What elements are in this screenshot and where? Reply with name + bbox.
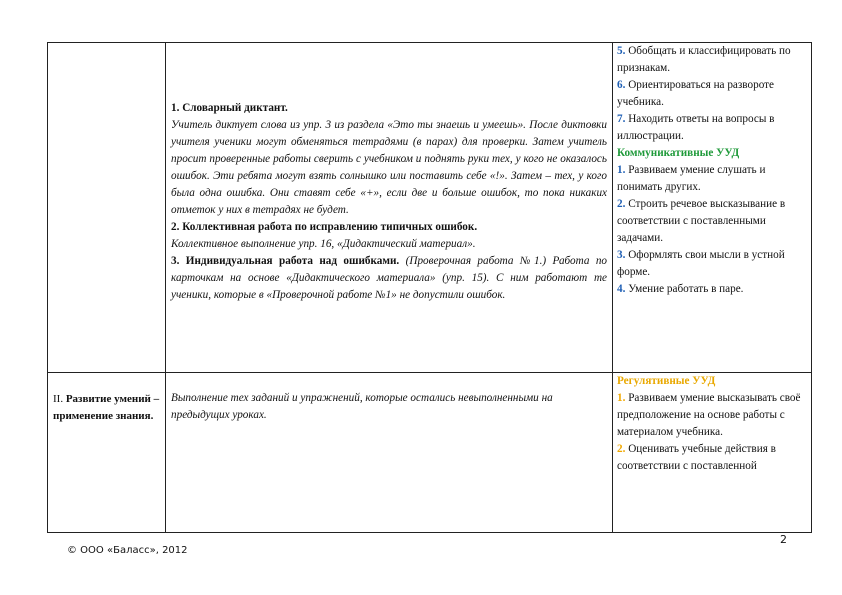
lesson-plan-table: [47, 42, 812, 533]
stage-title: Развитие умений – применение знания.: [53, 393, 160, 422]
activity-title-individual: 3. Индивидуальная работа над ошибками.: [171, 255, 400, 267]
skill-item: 2. Строить речевое высказывание в соответствии с поставленными задачами.: [617, 198, 786, 244]
skill-item: 1. Развиваем умение высказывать своё предположение на основе работы с материалом учебника.: [617, 392, 801, 438]
page-number: 2: [780, 533, 787, 546]
activity-text-individual: (Проверочная работа №1.) Работа по карточкам на основе «Дидактического материала» (упр. 15). С ним работают те ученики, которые в «Проверочной работе №1» не допустили ошибок.: [171, 255, 608, 301]
activity-cell: [166, 373, 613, 533]
activity-title-dictation: 1. Словарный диктант.: [171, 102, 288, 114]
activity-text-dictation: Учитель диктует слова из упр. 3 из раздела «Это ты знаешь и умеешь». После диктовки учителя ученики могут обменяться тетрадями (в парах) для проверки. Затем учитель просит проверенные работы сверить с учебником и поднять руки тех, у кого не оказалось ошибок. Эти ребята могут взять солнышко или поставить себе «!». Затем – тех, у кого была одна ошибка. Они ставят себе «+», если две и больше ошибок, то пока никаких отметок у них в тетрадях не будет.: [171, 119, 607, 216]
regulative-heading: Регулятивные УУД: [617, 375, 716, 387]
table-row: [48, 373, 812, 533]
activity-cell: [166, 43, 613, 373]
skill-item: 2. Оценивать учебные действия в соответствии с поставленной: [617, 443, 776, 472]
stage-cell: [48, 373, 166, 533]
skills-cell: [613, 43, 812, 373]
activity-title-collective: 2. Коллективная работа по исправлению типичных ошибок.: [171, 221, 478, 233]
communicative-heading: Коммуникативные УУД: [617, 147, 740, 159]
skills-cell: [613, 373, 812, 533]
table-row: [48, 43, 812, 373]
skill-item: 3. Оформлять свои мысли в устной форме.: [617, 249, 785, 278]
skill-item: 7. Находить ответы на вопросы в иллюстрации.: [617, 113, 775, 142]
skill-item: 1. Развиваем умение слушать и понимать других.: [617, 164, 766, 193]
activity-text-collective: Коллективное выполнение упр. 16, «Дидактический материал».: [171, 238, 476, 250]
skill-item: 6. Ориентироваться на развороте учебника.: [617, 79, 774, 108]
stage-number: II.: [53, 393, 64, 405]
copyright-footer: © ООО «Баласс», 2012: [67, 545, 188, 556]
skill-item: 4. Умение работать в паре.: [617, 283, 744, 295]
stage-cell: [48, 43, 166, 373]
activity-text-remaining: Выполнение тех заданий и упражнений, которые остались невыполненными на предыдущих уроках.: [171, 392, 553, 421]
skill-item: 5. Обобщать и классифицировать по признакам.: [617, 45, 791, 74]
